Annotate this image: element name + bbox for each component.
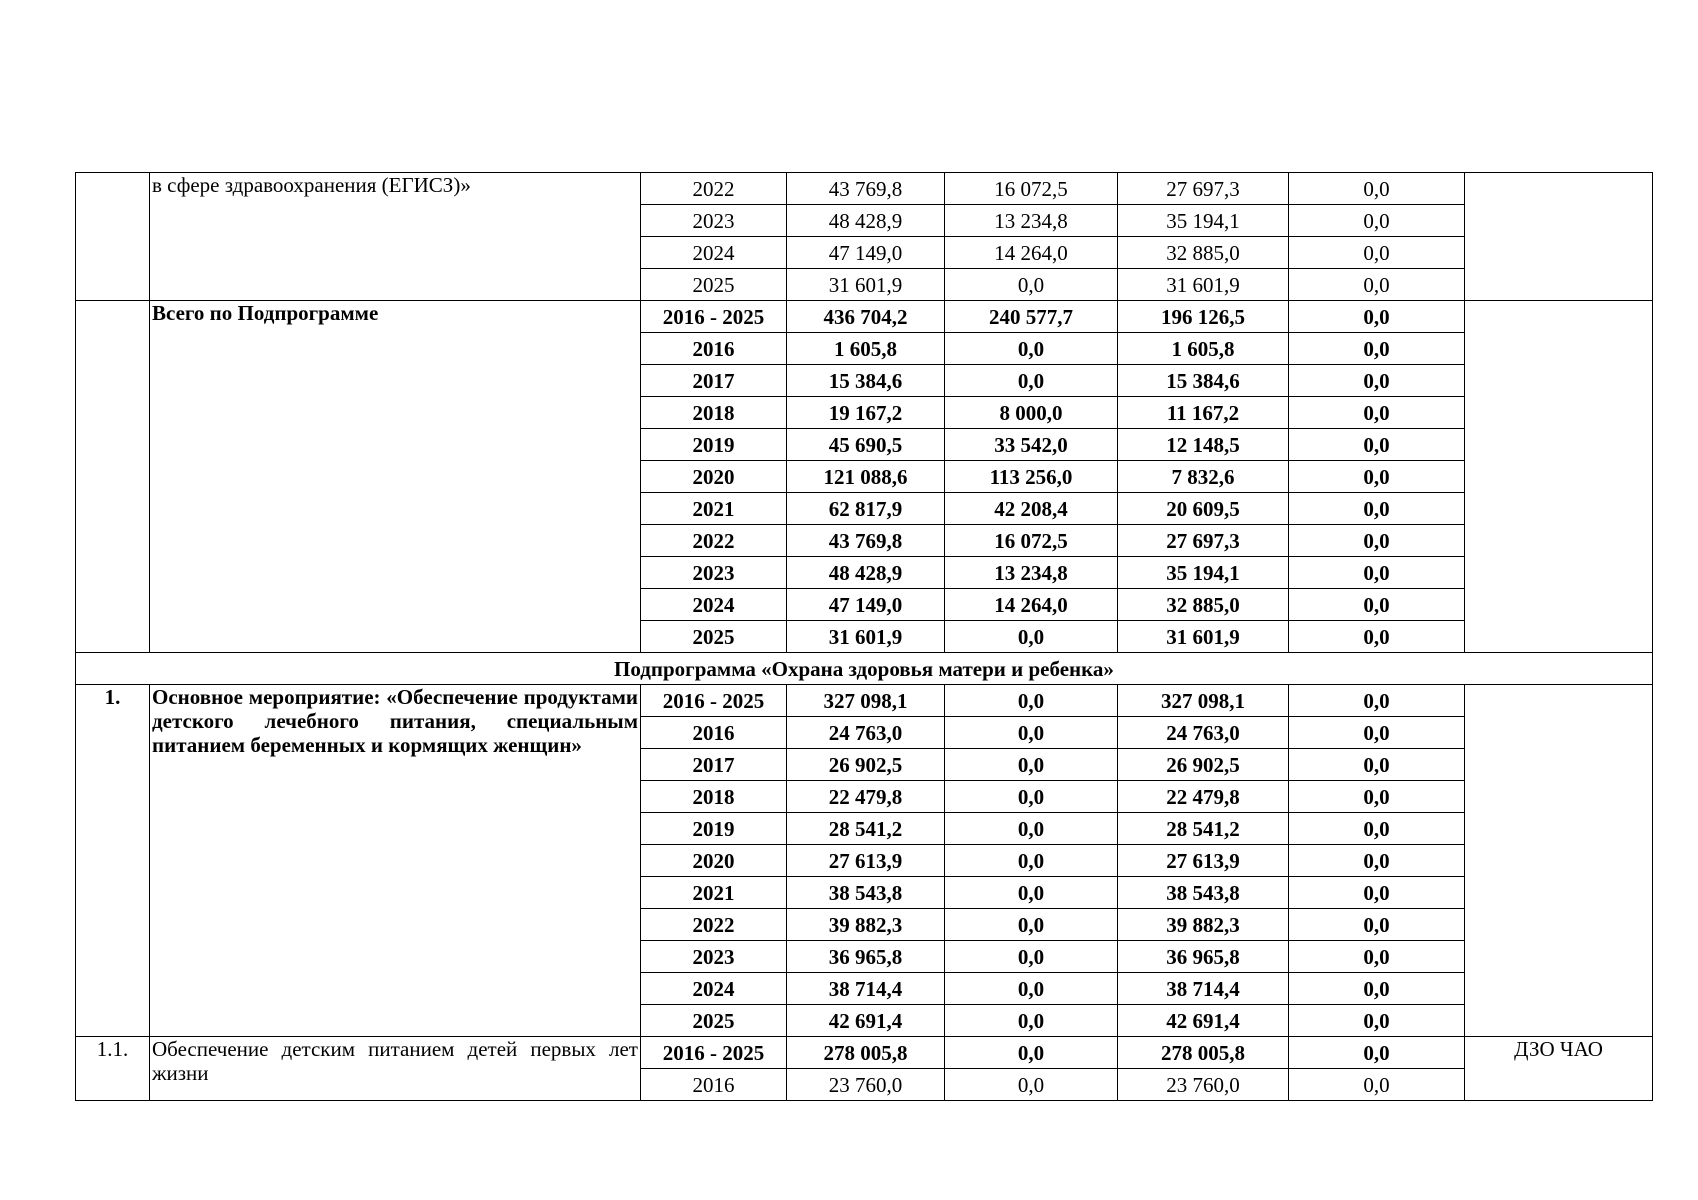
year-cell: 2018 <box>641 781 787 813</box>
federal-budget-cell: 13 234,8 <box>945 557 1118 589</box>
other-sources-cell: 0,0 <box>1289 365 1465 397</box>
regional-budget-cell: 39 882,3 <box>1118 909 1289 941</box>
total-cell: 47 149,0 <box>787 237 945 269</box>
federal-budget-cell: 0,0 <box>945 973 1118 1005</box>
total-cell: 36 965,8 <box>787 941 945 973</box>
federal-budget-cell: 0,0 <box>945 1005 1118 1037</box>
other-sources-cell: 0,0 <box>1289 973 1465 1005</box>
federal-budget-cell: 0,0 <box>945 1037 1118 1069</box>
other-sources-cell: 0,0 <box>1289 1005 1465 1037</box>
regional-budget-cell: 38 543,8 <box>1118 877 1289 909</box>
other-sources-cell: 0,0 <box>1289 1069 1465 1101</box>
total-cell: 24 763,0 <box>787 717 945 749</box>
federal-budget-cell: 16 072,5 <box>945 173 1118 205</box>
regional-budget-cell: 24 763,0 <box>1118 717 1289 749</box>
year-cell: 2016 - 2025 <box>641 685 787 717</box>
federal-budget-cell: 0,0 <box>945 813 1118 845</box>
regional-budget-cell: 32 885,0 <box>1118 589 1289 621</box>
section-header-row <box>76 653 1653 685</box>
year-cell: 2025 <box>641 269 787 301</box>
other-sources-cell: 0,0 <box>1289 845 1465 877</box>
total-cell: 45 690,5 <box>787 429 945 461</box>
federal-budget-cell: 0,0 <box>945 877 1118 909</box>
table-row <box>76 301 1653 333</box>
other-sources-cell: 0,0 <box>1289 205 1465 237</box>
year-cell: 2024 <box>641 237 787 269</box>
regional-budget-cell: 327 098,1 <box>1118 685 1289 717</box>
activity-name: Всего по Подпрограмме <box>150 301 641 653</box>
total-cell: 278 005,8 <box>787 1037 945 1069</box>
activity-name: Обеспечение детским питанием детей первых лет жизни <box>150 1037 641 1101</box>
activity-name: в сфере здравоохранения (ЕГИСЗ)» <box>150 173 641 301</box>
year-cell: 2016 - 2025 <box>641 301 787 333</box>
total-cell: 48 428,9 <box>787 205 945 237</box>
year-cell: 2017 <box>641 365 787 397</box>
year-cell: 2023 <box>641 557 787 589</box>
other-sources-cell: 0,0 <box>1289 493 1465 525</box>
year-cell: 2020 <box>641 845 787 877</box>
federal-budget-cell: 0,0 <box>945 1069 1118 1101</box>
total-cell: 23 760,0 <box>787 1069 945 1101</box>
federal-budget-cell: 14 264,0 <box>945 589 1118 621</box>
other-sources-cell: 0,0 <box>1289 909 1465 941</box>
other-sources-cell: 0,0 <box>1289 525 1465 557</box>
year-cell: 2016 <box>641 333 787 365</box>
year-cell: 2019 <box>641 429 787 461</box>
regional-budget-cell: 12 148,5 <box>1118 429 1289 461</box>
regional-budget-cell: 26 902,5 <box>1118 749 1289 781</box>
regional-budget-cell: 32 885,0 <box>1118 237 1289 269</box>
federal-budget-cell: 0,0 <box>945 269 1118 301</box>
federal-budget-cell: 0,0 <box>945 685 1118 717</box>
year-cell: 2016 <box>641 1069 787 1101</box>
regional-budget-cell: 23 760,0 <box>1118 1069 1289 1101</box>
year-cell: 2023 <box>641 941 787 973</box>
row-number: 1.1. <box>76 1037 150 1101</box>
other-sources-cell: 0,0 <box>1289 397 1465 429</box>
regional-budget-cell: 7 832,6 <box>1118 461 1289 493</box>
regional-budget-cell: 11 167,2 <box>1118 397 1289 429</box>
table-body <box>76 173 1653 1101</box>
regional-budget-cell: 31 601,9 <box>1118 621 1289 653</box>
year-cell: 2025 <box>641 621 787 653</box>
executor-cell: ДЗО ЧАО <box>1465 1037 1653 1101</box>
regional-budget-cell: 196 126,5 <box>1118 301 1289 333</box>
regional-budget-cell: 27 613,9 <box>1118 845 1289 877</box>
total-cell: 31 601,9 <box>787 621 945 653</box>
total-cell: 43 769,8 <box>787 173 945 205</box>
federal-budget-cell: 113 256,0 <box>945 461 1118 493</box>
federal-budget-cell: 13 234,8 <box>945 205 1118 237</box>
year-cell: 2016 - 2025 <box>641 1037 787 1069</box>
other-sources-cell: 0,0 <box>1289 301 1465 333</box>
federal-budget-cell: 0,0 <box>945 717 1118 749</box>
total-cell: 1 605,8 <box>787 333 945 365</box>
total-cell: 39 882,3 <box>787 909 945 941</box>
executor-cell <box>1465 685 1653 1037</box>
total-cell: 27 613,9 <box>787 845 945 877</box>
other-sources-cell: 0,0 <box>1289 1037 1465 1069</box>
total-cell: 327 098,1 <box>787 685 945 717</box>
federal-budget-cell: 33 542,0 <box>945 429 1118 461</box>
year-cell: 2021 <box>641 493 787 525</box>
total-cell: 47 149,0 <box>787 589 945 621</box>
federal-budget-cell: 0,0 <box>945 749 1118 781</box>
other-sources-cell: 0,0 <box>1289 813 1465 845</box>
regional-budget-cell: 35 194,1 <box>1118 205 1289 237</box>
federal-budget-cell: 16 072,5 <box>945 525 1118 557</box>
federal-budget-cell: 0,0 <box>945 845 1118 877</box>
table-row <box>76 685 1653 717</box>
section-title: Подпрограмма «Охрана здоровья матери и ребенка» <box>76 653 1653 685</box>
total-cell: 26 902,5 <box>787 749 945 781</box>
federal-budget-cell: 0,0 <box>945 909 1118 941</box>
regional-budget-cell: 28 541,2 <box>1118 813 1289 845</box>
executor-cell <box>1465 173 1653 301</box>
year-cell: 2024 <box>641 589 787 621</box>
total-cell: 22 479,8 <box>787 781 945 813</box>
executor-cell <box>1465 301 1653 653</box>
regional-budget-cell: 42 691,4 <box>1118 1005 1289 1037</box>
year-cell: 2024 <box>641 973 787 1005</box>
federal-budget-cell: 0,0 <box>945 621 1118 653</box>
other-sources-cell: 0,0 <box>1289 237 1465 269</box>
other-sources-cell: 0,0 <box>1289 621 1465 653</box>
table-row <box>76 1037 1653 1069</box>
regional-budget-cell: 278 005,8 <box>1118 1037 1289 1069</box>
regional-budget-cell: 31 601,9 <box>1118 269 1289 301</box>
year-cell: 2020 <box>641 461 787 493</box>
total-cell: 121 088,6 <box>787 461 945 493</box>
total-cell: 19 167,2 <box>787 397 945 429</box>
row-number: 1. <box>76 685 150 1037</box>
regional-budget-cell: 27 697,3 <box>1118 173 1289 205</box>
federal-budget-cell: 0,0 <box>945 365 1118 397</box>
federal-budget-cell: 14 264,0 <box>945 237 1118 269</box>
other-sources-cell: 0,0 <box>1289 877 1465 909</box>
other-sources-cell: 0,0 <box>1289 685 1465 717</box>
other-sources-cell: 0,0 <box>1289 589 1465 621</box>
regional-budget-cell: 22 479,8 <box>1118 781 1289 813</box>
year-cell: 2018 <box>641 397 787 429</box>
total-cell: 42 691,4 <box>787 1005 945 1037</box>
federal-budget-cell: 0,0 <box>945 781 1118 813</box>
row-number <box>76 301 150 653</box>
year-cell: 2016 <box>641 717 787 749</box>
federal-budget-cell: 240 577,7 <box>945 301 1118 333</box>
regional-budget-cell: 35 194,1 <box>1118 557 1289 589</box>
year-cell: 2023 <box>641 205 787 237</box>
year-cell: 2022 <box>641 909 787 941</box>
regional-budget-cell: 15 384,6 <box>1118 365 1289 397</box>
regional-budget-cell: 20 609,5 <box>1118 493 1289 525</box>
year-cell: 2022 <box>641 173 787 205</box>
federal-budget-cell: 0,0 <box>945 333 1118 365</box>
total-cell: 31 601,9 <box>787 269 945 301</box>
other-sources-cell: 0,0 <box>1289 781 1465 813</box>
year-cell: 2025 <box>641 1005 787 1037</box>
total-cell: 28 541,2 <box>787 813 945 845</box>
other-sources-cell: 0,0 <box>1289 461 1465 493</box>
year-cell: 2019 <box>641 813 787 845</box>
total-cell: 62 817,9 <box>787 493 945 525</box>
year-cell: 2017 <box>641 749 787 781</box>
other-sources-cell: 0,0 <box>1289 269 1465 301</box>
total-cell: 436 704,2 <box>787 301 945 333</box>
total-cell: 15 384,6 <box>787 365 945 397</box>
table-row <box>76 173 1653 205</box>
total-cell: 48 428,9 <box>787 557 945 589</box>
activity-name: Основное мероприятие: «Обеспечение продуктами детского лечебного питания, специальным питанием беременных и кормящих женщин» <box>150 685 641 1037</box>
total-cell: 38 714,4 <box>787 973 945 1005</box>
other-sources-cell: 0,0 <box>1289 173 1465 205</box>
other-sources-cell: 0,0 <box>1289 941 1465 973</box>
row-number <box>76 173 150 301</box>
other-sources-cell: 0,0 <box>1289 717 1465 749</box>
year-cell: 2021 <box>641 877 787 909</box>
year-cell: 2022 <box>641 525 787 557</box>
funding-table <box>75 172 1653 1101</box>
total-cell: 38 543,8 <box>787 877 945 909</box>
federal-budget-cell: 8 000,0 <box>945 397 1118 429</box>
regional-budget-cell: 27 697,3 <box>1118 525 1289 557</box>
other-sources-cell: 0,0 <box>1289 557 1465 589</box>
other-sources-cell: 0,0 <box>1289 749 1465 781</box>
other-sources-cell: 0,0 <box>1289 333 1465 365</box>
total-cell: 43 769,8 <box>787 525 945 557</box>
regional-budget-cell: 36 965,8 <box>1118 941 1289 973</box>
regional-budget-cell: 1 605,8 <box>1118 333 1289 365</box>
federal-budget-cell: 0,0 <box>945 941 1118 973</box>
regional-budget-cell: 38 714,4 <box>1118 973 1289 1005</box>
other-sources-cell: 0,0 <box>1289 429 1465 461</box>
federal-budget-cell: 42 208,4 <box>945 493 1118 525</box>
